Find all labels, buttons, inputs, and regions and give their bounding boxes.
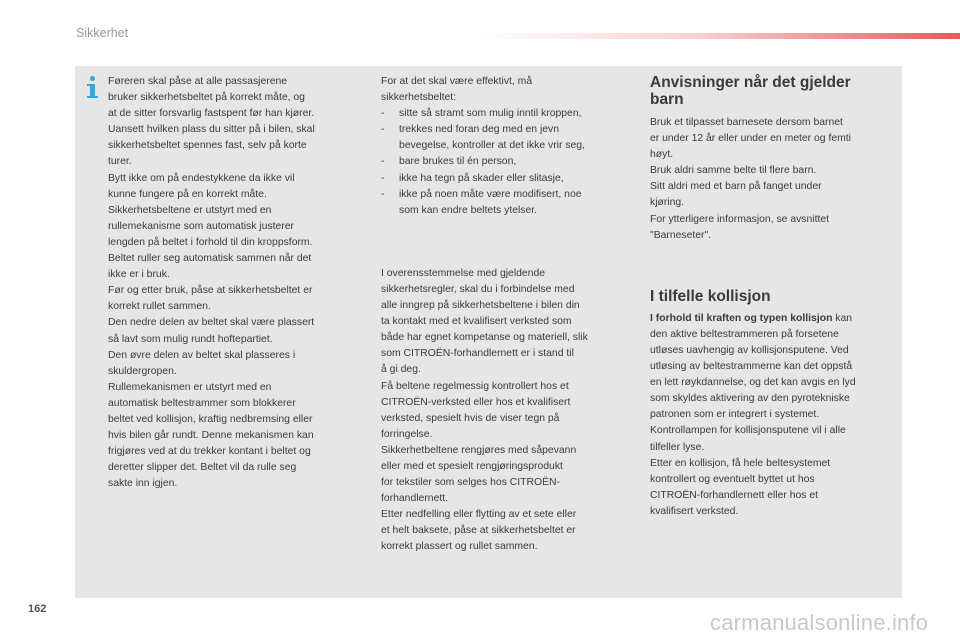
list-text: bare brukes til én person, — [399, 156, 517, 168]
text-line: Kontrollampen for kollisjonsputene vil i alle — [650, 425, 846, 437]
section-title: Sikkerhet — [76, 26, 129, 40]
text-line: forhandlernett. — [381, 493, 449, 505]
text-line: Sikkerhetsbeltene er utstyrt med en — [108, 204, 272, 216]
info-icon — [86, 76, 100, 98]
text-line: Uansett hvilken plass du sitter på i bilen, skal — [108, 124, 315, 136]
text-line: utløsing av beltestrammerne kan det oppstå — [650, 361, 853, 373]
text-line: Bytt ikke om på endestykkene da ikke vil — [108, 172, 295, 184]
text-line: tilfeller lyse. — [650, 441, 705, 453]
text-line: å gi deg. — [381, 364, 421, 376]
list-item — [381, 154, 631, 170]
text-line: patronen som er integrert i systemet. — [650, 409, 820, 421]
list-item — [381, 187, 631, 219]
list-item — [381, 171, 631, 187]
watermark: carmanualsonline.info — [710, 610, 929, 635]
bold-lead: I forhold til kraften og typen kollisjon — [650, 312, 833, 324]
text-line: For at det skal være effektivt, må — [381, 76, 533, 87]
text-line: ta kontakt med et kvalifisert verksted som — [381, 316, 572, 328]
text-line: korrekt rullet sammen. — [108, 301, 211, 313]
list-text: sitte så stramt som mulig inntil kroppen, — [399, 108, 582, 120]
column-children-collision — [650, 74, 900, 520]
text-line: både har egnet kompetanse og materiell, slik — [381, 332, 588, 344]
text-line: automatisk beltestrammer som blokkerer — [108, 397, 296, 409]
page-number: 162 — [28, 603, 47, 615]
text-line: beltet ved kollisjon, kraftig nedbremsing eller — [108, 413, 313, 425]
text-line: deretter slipper det. Beltet vil da rulle seg — [108, 462, 297, 474]
text-line: sakte inn igjen. — [108, 478, 178, 490]
text-line: Sitt aldri med et barn på fanget under — [650, 181, 822, 193]
text-line: utløses uavhengig av kollisjonsputene. Ved — [650, 344, 849, 356]
column-seatbelt-driver — [108, 74, 370, 492]
list-item — [381, 122, 631, 154]
text-line: skuldergropen. — [108, 365, 177, 377]
text-line: Beltet ruller seg automatisk sammen når det — [108, 253, 312, 265]
text-line: kunne fungere på en korrekt måte. — [108, 188, 267, 200]
text-line: Før og etter bruk, påse at sikkerhetsbeltet er — [108, 285, 313, 297]
text-line: For ytterligere informasjon, se avsnittet — [650, 213, 830, 225]
text-line: hvis bilen går rundt. Denne mekanismen kan — [108, 430, 314, 442]
text-line: I forhold til kraften og typen kollisjon kan — [650, 312, 853, 324]
text-line: er under 12 år eller under en meter og femti — [650, 133, 851, 145]
text-line: et helt baksete, påse at sikkerhetsbeltet er — [381, 525, 576, 537]
list-dash: - — [381, 156, 385, 168]
text-line: kvalifisert verksted. — [650, 505, 739, 517]
list-text: ikke på noen måte være modifisert, noe som kan endre beltets ytelser. — [399, 188, 582, 216]
text-line: Bruk et tilpasset barnesete dersom barnet — [650, 117, 843, 128]
list-dash: - — [381, 172, 385, 184]
text-line: frigjøres ved at du trekker kontant i beltet og — [108, 446, 311, 458]
text-line: CITROËN-verksted eller hos et kvalifisert — [381, 396, 571, 408]
text-line: Den nedre delen av beltet skal være plassert — [108, 317, 315, 329]
text-line: "Barneseter". — [650, 229, 712, 241]
text-line: verksted, spesielt hvis de viser tegn på — [381, 412, 560, 424]
text-line: høyt. — [650, 149, 674, 161]
text-line: bruker sikkerhetsbeltet på korrekt måte, og — [108, 92, 305, 104]
text-line: en lett røykdannelse, og det kan avgis en lyd — [650, 377, 856, 389]
text-line: alle inngrep på sikkerhetsbeltene i bilen din — [381, 300, 580, 312]
list-text: trekkes ned foran deg med en jevn bevegelse, kontroller at det ikke vrir seg, — [399, 124, 585, 152]
list-text: ikke ha tegn på skader eller slitasje, — [399, 172, 564, 184]
header-accent-bar — [480, 33, 960, 39]
text-line: Rullemekanismen er utstyrt med en — [108, 381, 272, 393]
text-line: at de sitter forsvarlig fastspent før han kjører. — [108, 108, 315, 120]
text-line: Få beltene regelmessig kontrollert hos et — [381, 380, 569, 392]
text-line: sikkerhetsbeltet spennes fast, selv på korte — [108, 140, 307, 152]
text-line: Etter nedfelling eller flytting av et sete eller — [381, 509, 577, 521]
text-line: Sikkerhetbeltene rengjøres med såpevann — [381, 444, 577, 456]
text-line: sikkerhetsbeltet: — [381, 92, 457, 104]
text-line: rullemekanisme som automatisk justerer — [108, 220, 294, 232]
text-line: kjøring. — [650, 197, 685, 209]
text-line: ikke er i bruk. — [108, 269, 170, 281]
text-line: forringelse. — [381, 428, 433, 440]
list-dash: - — [381, 124, 385, 136]
text-line: kontrollert og eventuelt byttet ut hos — [650, 473, 815, 485]
text-line: Den øvre delen av beltet skal plasseres i — [108, 349, 296, 361]
text-line: som skyldes aktivering av den pyrotekniske — [650, 393, 850, 405]
text-line: for tekstiler som selges hos CITROËN- — [381, 477, 560, 489]
text-line: som CITROËN-forhandlernett er i stand til — [381, 348, 574, 360]
text-line: sikkerhetsregler, skal du i forbindelse med — [381, 283, 575, 295]
text-line: korrekt plassert og rullet sammen. — [381, 541, 538, 553]
heading-children: Anvisninger når det gjelder barn — [650, 74, 851, 108]
list-item — [381, 106, 631, 122]
text-line: eller med et spesielt rengjøringsprodukt — [381, 460, 563, 472]
list-dash: - — [381, 108, 385, 120]
heading-collision: I tilfelle kollisjon — [650, 287, 771, 305]
list-dash: - — [381, 188, 385, 200]
text-line: Bruk aldri samme belte til flere barn. — [650, 165, 817, 177]
text-line: den aktive beltestrammeren på forsetene — [650, 328, 839, 340]
text-line: så lavt som mulig rundt hoftepartiet. — [108, 333, 273, 345]
text-line: lengden på beltet i forhold til din kroppsform. — [108, 236, 313, 248]
text-line: CITROËN-forhandlernett eller hos et — [650, 489, 819, 501]
text-line: Føreren skal påse at alle passasjerene — [108, 76, 288, 87]
column-seatbelt-requirements — [381, 74, 631, 556]
text-line: turer. — [108, 156, 132, 168]
text-line: Etter en kollisjon, få hele beltesystemet — [650, 457, 831, 469]
text-line: I overensstemmelse med gjeldende — [381, 267, 546, 279]
